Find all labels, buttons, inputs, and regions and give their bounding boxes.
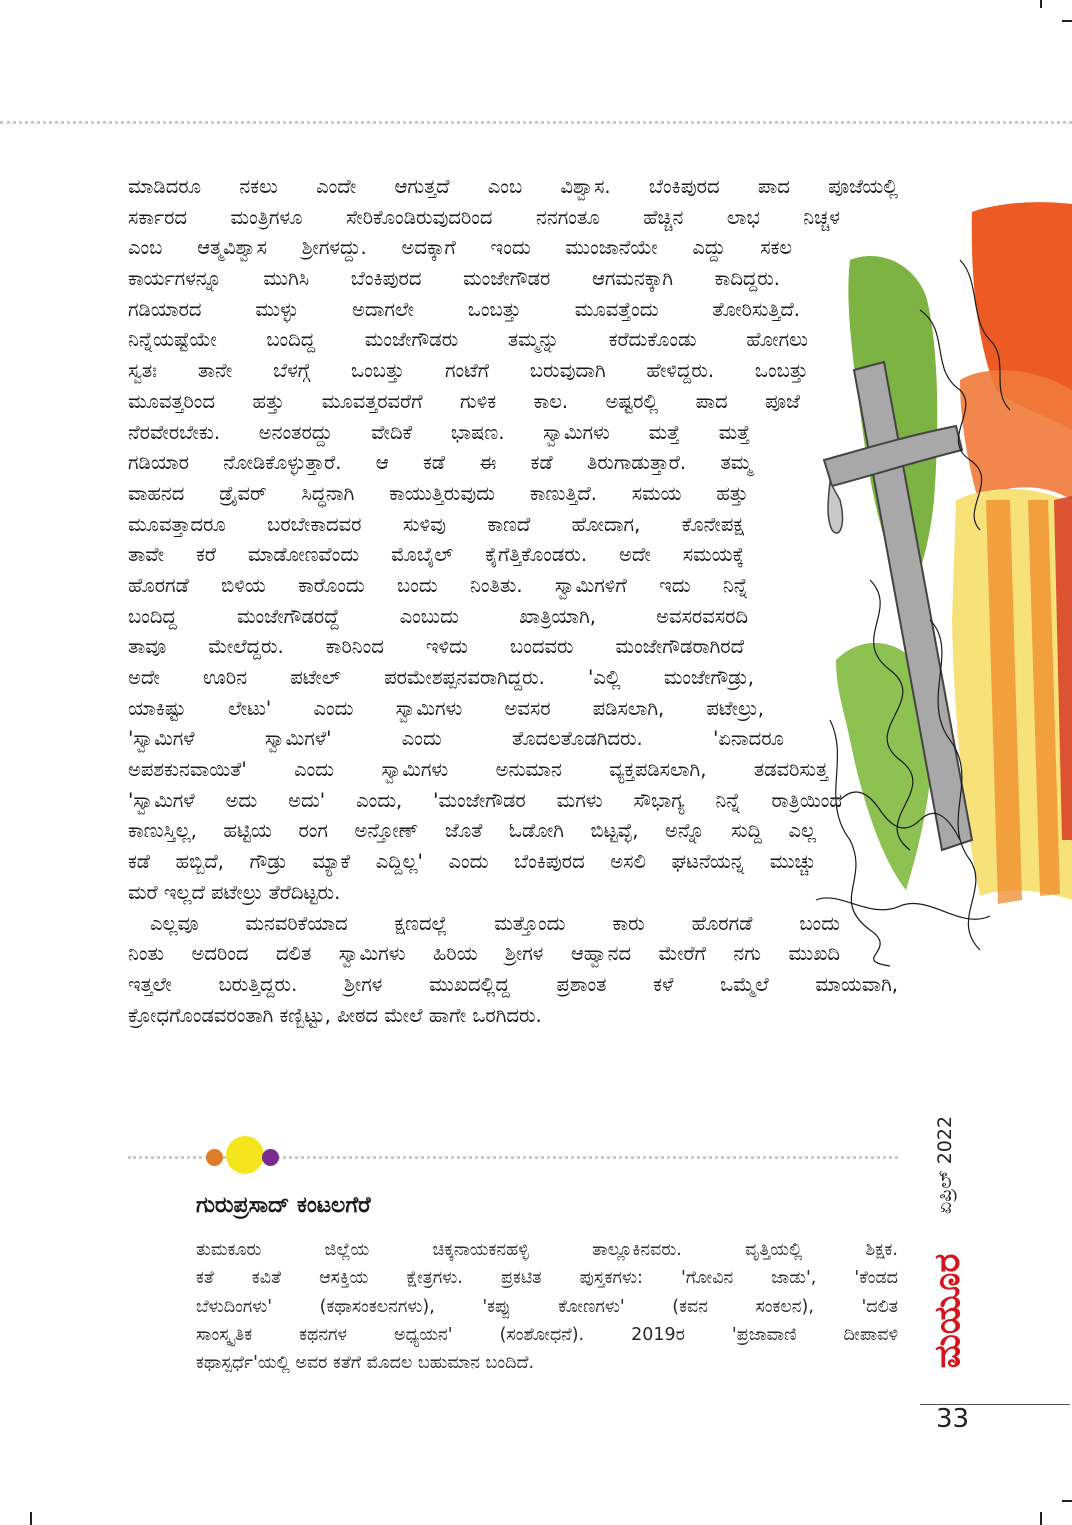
story-line: ಸ್ವತಃ ತಾನೇ ಬೆಳಗ್ಗೆ ಒಂಬತ್ತು ಗಂಟೆಗೆ ಬರುವುದಾಗಿ ಹೇಳಿದ್ದರು. ಒಂಬತ್ತು: [128, 359, 808, 383]
story-line: ಅದೇ ಊರಿನ ಪಟೇಲ್ ಪರಮೇಶಪ್ಪನವರಾಗಿದ್ದರು. 'ಎಲ್ಲಿ ಮಂಜೇಗೌಡ್ರು,: [128, 666, 754, 689]
story-line: ಎಂಬ ಆತ್ಮವಿಶ್ವಾಸ ಶ್ರೀಗಳದ್ದು. ಅದಕ್ಕಾಗೆ ಇಂದು ಮುಂಜಾನೆಯೇ ಎದ್ದು ಸಕಲ: [128, 236, 792, 260]
crop-mark-top: [1040, 0, 1042, 8]
story-line: ಎಲ್ಲವೂ ಮನವರಿಕೆಯಾದ ಕ್ಷಣದಲ್ಲೆ ಮತ್ತೊಂದು ಕಾರು ಹೊರಗಡೆ ಬಂದು: [150, 911, 840, 935]
top-dotted-rule: [0, 121, 1072, 124]
story-line: ಮೂವತ್ತರಿಂದ ಹತ್ತು ಮೂವತ್ತರವರೆಗೆ ಗುಳಿಕ ಕಾಲ. ಅಷ್ಟರಲ್ಲಿ ಪಾದ ಪೂಜೆ: [128, 389, 800, 413]
crop-mark-top-right: [1062, 20, 1072, 22]
story-line: ನಿನ್ನೆಯಷ್ಟೆಯೇ ಬಂದಿದ್ದ ಮಂಜೇಗೌಡರು ತಮ್ಮನ್ನು ಕರೆದುಕೊಂಡು ಹೋಗಲು: [128, 328, 808, 352]
story-line: ಕಾಣುಸ್ತಿಲ್ಲ, ಹಟ್ಟಿಯ ರಂಗ ಅನ್ತೋಣ್ ಜೊತೆ ಓಡೋಗಿ ಬಿಟ್ಟವ್ಳೆ, ಅನ್ನೊ ಸುದ್ದಿ ಎಲ್ಲ: [128, 819, 816, 843]
story-line: ಗಡಿಯಾರ ನೋಡಿಕೊಳ್ಳುತ್ತಾರೆ. ಆ ಕಡೆ ಈ ಕಡೆ ತಿರುಗಾಡುತ್ತಾರೆ. ತಮ್ಮ: [128, 451, 752, 475]
bio-line: ಸಾಂಸ್ಕೃತಿಕ ಕಥನಗಳ ಅಧ್ಯಯನ' (ಸಂಶೋಧನೆ). 2019ರ 'ಪ್ರಜಾವಾಣಿ ದೀಪಾವಳಿ: [196, 1324, 898, 1345]
story-line: ಬಂದಿದ್ದ ಮಂಜೇಗೌಡರದ್ದೆ ಎಂಬುದು ಖಾತ್ರಿಯಾಗಿ, ಅವಸರವಸರದಿ: [128, 604, 748, 628]
author-name: ಗುರುಪ್ರಸಾದ್ ಕಂಟಲಗೆರೆ: [196, 1193, 371, 1218]
story-line: 'ಸ್ವಾಮಿಗಳೆ ಅದು ಅದು' ಎಂದು, 'ಮಂಜೇಗೌಡರ ಮಗಳು ಸೌಭಾಗ್ಯ ನಿನ್ನೆ ರಾತ್ರಿಯಿಂದ: [128, 788, 842, 812]
bio-line: ಬೆಳುದಿಂಗಳು' (ಕಥಾಸಂಕಲನಗಳು), 'ಕಪ್ಪು ಕೋಣಗಳು' (ಕವನ ಸಂಕಲನ), 'ದಲಿತ: [196, 1296, 898, 1317]
story-line: ಯಾಕಿಷ್ಟು ಲೇಟು' ಎಂದು ಸ್ವಾಮಿಗಳು ಅವಸರ ಪಡಿಸಲಾಗಿ, ಪಟೇಲ್ರು,: [128, 696, 764, 720]
crop-mark-bottom-left: [30, 1512, 32, 1525]
story-line: ವಾಹನದ ಡ್ರೈವರ್ ಸಿದ್ಧನಾಗಿ ಕಾಯುತ್ತಿರುವುದು ಕಾಣುತ್ತಿದೆ. ಸಮಯ ಹತ್ತು: [128, 481, 748, 505]
story-line: ಕಾರ್ಯಗಳನ್ನೂ ಮುಗಿಸಿ ಬೆಂಕಿಪುರದ ಮಂಜೇಗೌಡರ ಆಗಮನಕ್ಕಾಗಿ ಕಾದಿದ್ದರು.: [128, 267, 780, 291]
separator-dot-orange: [206, 1149, 223, 1166]
issue-month: ಏಪ್ರಿಲ್ 2022: [934, 1115, 956, 1215]
story-line: ತಾವೂ ಮೇಲೆದ್ದರು. ಕಾರಿನಿಂದ ಇಳಿದು ಬಂದವರು ಮಂಜೇಗೌಡರಾಗಿರದೆ: [128, 635, 744, 659]
story-line: ಮಾಡಿದರೂ ನಕಲು ಎಂದೇ ಆಗುತ್ತದೆ ಎಂಬ ವಿಶ್ವಾಸ. ಬೆಂಕಿಪುರದ ಪಾದ ಪೂಜೆಯಲ್ಲಿ: [128, 175, 898, 198]
bio-line: ತುಮಕೂರು ಜಿಲ್ಲೆಯ ಚಿಕ್ಕನಾಯಕನಹಳ್ಳಿ ತಾಲ್ಲೂಕಿನವರು. ವೃತ್ತಿಯಲ್ಲಿ ಶಿಕ್ಷಕ.: [196, 1240, 898, 1260]
bio-line: ಕತೆ ಕವಿತೆ ಆಸಕ್ತಿಯ ಕ್ಷೇತ್ರಗಳು. ಪ್ರಕಟಿತ ಪುಸ್ತಕಗಳು: 'ಗೋವಿನ ಜಾಡು', 'ಕೆಂಡದ: [196, 1268, 898, 1289]
art-orange-wave: [960, 370, 1072, 500]
crop-mark-bottom: [1040, 1512, 1042, 1525]
story-line: ಗಡಿಯಾರದ ಮುಳ್ಳು ಅದಾಗಲೇ ಒಂಬತ್ತು ಮೂವತ್ತೆಂದು ತೋರಿಸುತ್ತಿದೆ.: [128, 297, 800, 321]
author-bio: [196, 1236, 898, 1377]
story-line: ಮೂವತ್ತಾದರೂ ಬರಬೇಕಾದವರ ಸುಳಿವು ಕಾಣದೆ ಹೋದಾಗ, ಕೊನೇಪಕ್ಷ: [128, 512, 744, 536]
separator-dot-yellow: [226, 1136, 264, 1174]
story-line: ಕ್ರೋಧಗೊಂಡವರಂತಾಗಿ ಕಣ್ಬಿಟ್ಟು, ಪೀಠದ ಮೇಲೆ ಹಾಗೇ ಒರಗಿದರು.: [128, 1003, 542, 1027]
bio-line: ಕಥಾಸ್ಪರ್ಧೆ'ಯಲ್ಲಿ ಅವರ ಕತೆಗೆ ಮೊದಲ ಬಹುಮಾನ ಬಂದಿದೆ.: [196, 1353, 535, 1374]
story-body: [128, 172, 898, 1031]
crop-mark-bottom-right: [1062, 1500, 1072, 1502]
story-line: ಹೊರಗಡೆ ಬಿಳಿಯ ಕಾರೊಂದು ಬಂದು ನಿಂತಿತು. ಸ್ವಾಮಿಗಳಿಗೆ ಇದು ನಿನ್ನೆ: [128, 573, 748, 597]
separator-dot-purple: [262, 1149, 279, 1166]
story-line: ತಾವೇ ಕರೆ ಮಾಡೋಣವೆಂದು ಮೊಬೈಲ್ ಕೈಗೆತ್ತಿಕೊಂಡರು. ಅದೇ ಸಮಯಕ್ಕೆ: [128, 543, 744, 567]
author-separator: [128, 1144, 898, 1170]
story-line: ಮರೆ ಇಲ್ಲದೆ ಪಟೇಲ್ರು ತೆರೆದಿಟ್ಟರು.: [128, 880, 341, 904]
magazine-logo: ಮಯೂರ: [927, 1253, 968, 1369]
story-line: ಅಪಶಕುನವಾಯಿತೆ' ಎಂದು ಸ್ವಾಮಿಗಳು ಅನುಮಾನ ವ್ಯಕ್ತಪಡಿಸಲಾಗಿ, ತಡವರಿಸುತ್ತ: [128, 758, 828, 782]
story-line: ಇತ್ತಲೇ ಬರುತ್ತಿದ್ದರು. ಶ್ರೀಗಳ ಮುಖದಲ್ಲಿದ್ದ ಪ್ರಶಾಂತ ಕಳೆ ಒಮ್ಮೆಲೆ ಮಾಯವಾಗಿ,: [128, 972, 898, 996]
story-line: ನೆರವೇರಬೇಕು. ಅನಂತರದ್ದು ವೇದಿಕೆ ಭಾಷಣ. ಸ್ವಾಮಿಗಳು ಮತ್ತೆ ಮತ್ತೆ: [128, 420, 750, 444]
story-line: ನಿಂತು ಅದರಿಂದ ದಲಿತ ಸ್ವಾಮಿಗಳು ಹಿರಿಯ ಶ್ರೀಗಳ ಆಹ್ವಾನದ ಮೇರೆಗೆ ನಗು ಮುಖದಿ: [128, 942, 840, 966]
story-line: ಕಡೆ ಹಬ್ಬಿದೆ, ಗೌಡ್ರು ಮ್ಯಾಕೆ ಎದ್ದಿಲ್ಲ' ಎಂದು ಬೆಂಕಿಪುರದ ಅಸಲಿ ಘಟನೆಯನ್ನ ಮುಚ್ಚು: [128, 850, 816, 874]
story-line: 'ಸ್ವಾಮಿಗಳೆ ಸ್ವಾಮಿಗಳೆ' ಎಂದು ತೊದಲತೊಡಗಿದರು. 'ಏನಾದರೂ: [128, 727, 784, 751]
page-number: 33: [936, 1404, 970, 1434]
story-line: ಸರ್ಕಾರದ ಮಂತ್ರಿಗಳೂ ಸೇರಿಕೊಂಡಿರುವುದರಿಂದ ನನಗಂತೂ ಹೆಚ್ಚಿನ ಲಾಭ ನಿಚ್ಚಳ: [128, 205, 840, 229]
